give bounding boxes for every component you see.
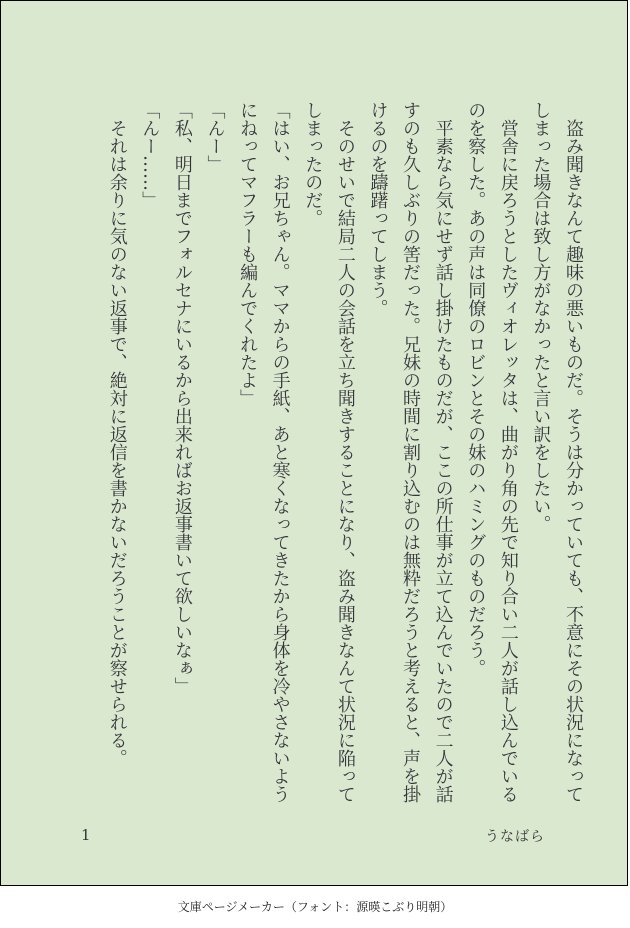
vertical-body-text — [100, 101, 589, 816]
paragraph: 平素なら気にせず話し掛けたものだが、ここの所仕事が立て込んでいたので二人が話すのも久しぶりの筈だった。兄妹の時間に割り込むのは無粋だろうと考えると、声を掛けるのを躊躇ってしまう。 — [367, 101, 454, 803]
dialogue-line: 「んー」 — [204, 101, 226, 173]
paragraph: 盗み聞きなんて趣味の悪いものだ。そうは分かっていても、不意にその状況になってしまった場合は致し方がなかったと言い訳をしたい。 — [530, 101, 584, 803]
generator-credit: 文庫ページメーカー（フォント：源暎こぶり明朝） — [177, 900, 453, 914]
dialogue-line: 「はい、お兄ちゃん。ママからの手紙、あと寒くなってきたから身体を冷やさないようにねってマフラーも編んでくれたよ」 — [237, 101, 291, 803]
dialogue-line: 「私、明日までフォルセナにいるから出来ればお返事書いて欲しいなぁ」 — [171, 101, 193, 695]
dialogue-line: 「んー……」 — [139, 101, 161, 209]
author-name: うなばら — [485, 829, 545, 845]
paragraph: そのせいで結局二人の会話を立ち聞きすることになり、盗み聞きなんて状況に陥ってしまったのだ。 — [302, 101, 356, 803]
paragraph: 営舎に戻ろうとしたヴィオレッタは、曲がり角の先で知り合い二人が話し込んでいるのを察した。あの声は同僚のロビンとその妹のハミングのものだろう。 — [465, 101, 519, 803]
page-number: 1 — [81, 826, 91, 844]
paragraph: それは余りに気のない返事で、絶対に返信を書かないだろうことが察せられる。 — [106, 101, 128, 767]
